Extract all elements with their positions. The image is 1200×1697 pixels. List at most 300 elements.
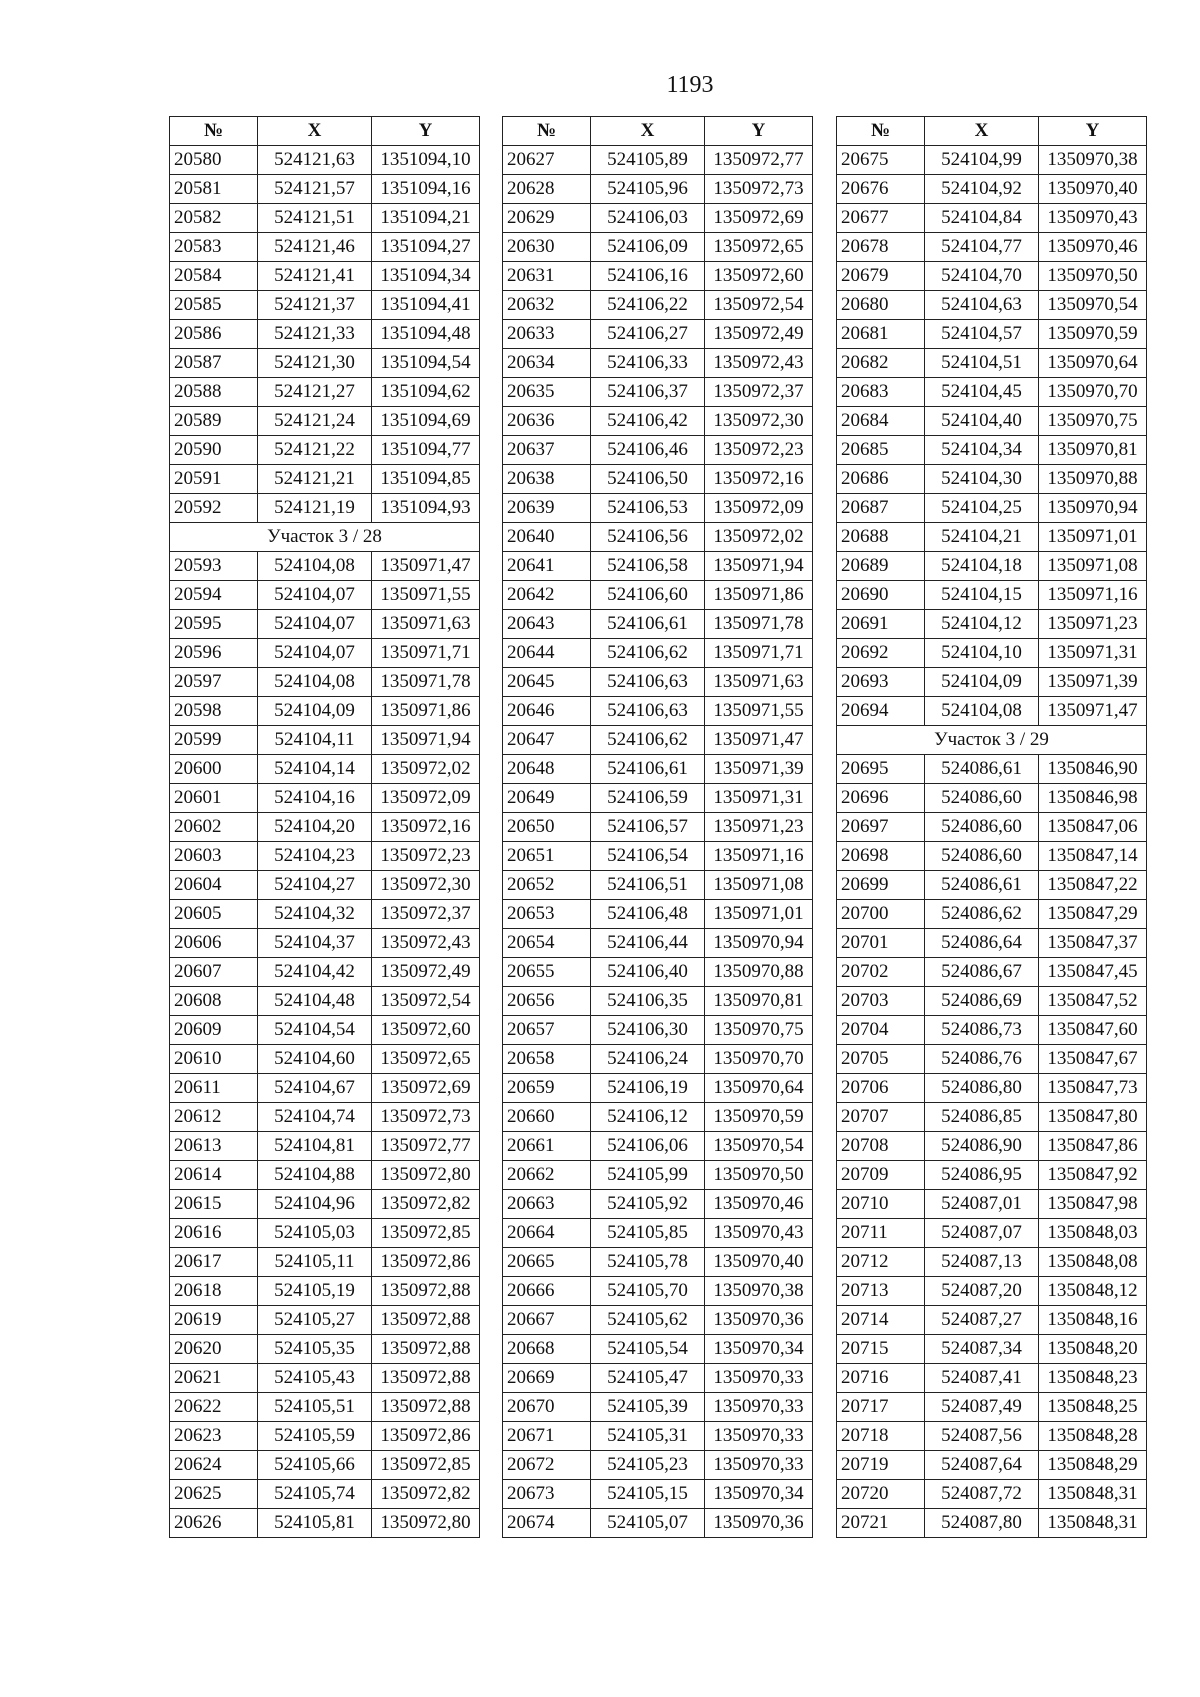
x-coordinate-cell: 524106,46 (591, 436, 705, 465)
point-number-cell: 20677 (837, 204, 925, 233)
table-row (170, 871, 480, 900)
table-row (837, 1016, 1147, 1045)
table-row (170, 929, 480, 958)
point-number-cell: 20609 (170, 1016, 258, 1045)
table-row (837, 1277, 1147, 1306)
table-row (503, 291, 813, 320)
x-coordinate-cell: 524105,62 (591, 1306, 705, 1335)
y-coordinate-cell: 1350970,94 (705, 929, 813, 958)
y-coordinate-cell: 1350971,78 (372, 668, 480, 697)
y-coordinate-cell: 1350971,94 (705, 552, 813, 581)
y-coordinate-cell: 1350972,54 (372, 987, 480, 1016)
y-coordinate-cell: 1351094,27 (372, 233, 480, 262)
point-number-cell: 20623 (170, 1422, 258, 1451)
point-number-cell: 20667 (503, 1306, 591, 1335)
x-coordinate-cell: 524121,21 (258, 465, 372, 494)
x-coordinate-cell: 524104,16 (258, 784, 372, 813)
y-coordinate-cell: 1350972,82 (372, 1480, 480, 1509)
point-number-cell: 20715 (837, 1335, 925, 1364)
x-coordinate-cell: 524104,30 (925, 465, 1039, 494)
x-coordinate-cell: 524106,19 (591, 1074, 705, 1103)
table-row (170, 581, 480, 610)
table-row (837, 610, 1147, 639)
x-coordinate-cell: 524086,60 (925, 784, 1039, 813)
table-row (503, 262, 813, 291)
x-coordinate-cell: 524106,62 (591, 726, 705, 755)
table-row (503, 1509, 813, 1538)
x-coordinate-cell: 524104,57 (925, 320, 1039, 349)
x-coordinate-cell: 524105,96 (591, 175, 705, 204)
y-coordinate-cell: 1350971,55 (705, 697, 813, 726)
point-number-cell: 20634 (503, 349, 591, 378)
point-number-cell: 20643 (503, 610, 591, 639)
y-coordinate-cell: 1350971,71 (372, 639, 480, 668)
point-number-cell: 20588 (170, 378, 258, 407)
point-number-cell: 20711 (837, 1219, 925, 1248)
x-coordinate-cell: 524086,62 (925, 900, 1039, 929)
table-row (837, 697, 1147, 726)
point-number-cell: 20660 (503, 1103, 591, 1132)
y-coordinate-cell: 1351094,69 (372, 407, 480, 436)
table-row (170, 610, 480, 639)
point-number-cell: 20606 (170, 929, 258, 958)
x-coordinate-cell: 524106,63 (591, 697, 705, 726)
table-header-row (503, 117, 813, 146)
y-coordinate-cell: 1350970,64 (705, 1074, 813, 1103)
table-row (170, 900, 480, 929)
x-coordinate-cell: 524105,39 (591, 1393, 705, 1422)
point-number-cell: 20582 (170, 204, 258, 233)
y-coordinate-cell: 1350971,39 (1039, 668, 1147, 697)
table-row (503, 1132, 813, 1161)
x-coordinate-cell: 524106,56 (591, 523, 705, 552)
x-coordinate-cell: 524106,30 (591, 1016, 705, 1045)
table-row (837, 581, 1147, 610)
y-coordinate-cell: 1350970,88 (705, 958, 813, 987)
x-coordinate-cell: 524104,25 (925, 494, 1039, 523)
point-number-cell: 20702 (837, 958, 925, 987)
table-row (170, 1132, 480, 1161)
table-row (170, 436, 480, 465)
point-number-cell: 20631 (503, 262, 591, 291)
table-row (837, 204, 1147, 233)
y-coordinate-cell: 1351094,48 (372, 320, 480, 349)
table-row (837, 958, 1147, 987)
table-row (837, 929, 1147, 958)
point-number-cell: 20706 (837, 1074, 925, 1103)
point-number-cell: 20675 (837, 146, 925, 175)
y-coordinate-cell: 1350972,88 (372, 1306, 480, 1335)
point-number-cell: 20651 (503, 842, 591, 871)
y-coordinate-cell: 1350972,23 (372, 842, 480, 871)
y-coordinate-cell: 1350972,23 (705, 436, 813, 465)
y-coordinate-cell: 1350848,08 (1039, 1248, 1147, 1277)
x-coordinate-cell: 524121,22 (258, 436, 372, 465)
table-row (170, 668, 480, 697)
table-row (837, 1422, 1147, 1451)
point-number-cell: 20685 (837, 436, 925, 465)
x-coordinate-cell: 524105,19 (258, 1277, 372, 1306)
y-coordinate-cell: 1351094,16 (372, 175, 480, 204)
table-row (837, 871, 1147, 900)
x-coordinate-cell: 524086,64 (925, 929, 1039, 958)
point-number-cell: 20607 (170, 958, 258, 987)
header-x: X (258, 117, 372, 146)
x-coordinate-cell: 524086,76 (925, 1045, 1039, 1074)
x-coordinate-cell: 524105,35 (258, 1335, 372, 1364)
x-coordinate-cell: 524104,92 (925, 175, 1039, 204)
table-row (503, 900, 813, 929)
table-row (170, 697, 480, 726)
y-coordinate-cell: 1350848,29 (1039, 1451, 1147, 1480)
table-row (170, 407, 480, 436)
table-row (503, 784, 813, 813)
point-number-cell: 20681 (837, 320, 925, 349)
table-row (170, 378, 480, 407)
y-coordinate-cell: 1350972,80 (372, 1161, 480, 1190)
table-row (837, 494, 1147, 523)
x-coordinate-cell: 524104,08 (258, 552, 372, 581)
y-coordinate-cell: 1350971,23 (705, 813, 813, 842)
table-row (170, 1219, 480, 1248)
y-coordinate-cell: 1350971,86 (705, 581, 813, 610)
y-coordinate-cell: 1350972,37 (705, 378, 813, 407)
x-coordinate-cell: 524104,21 (925, 523, 1039, 552)
table-row (837, 1335, 1147, 1364)
y-coordinate-cell: 1350970,50 (705, 1161, 813, 1190)
table-row (503, 755, 813, 784)
x-coordinate-cell: 524105,78 (591, 1248, 705, 1277)
x-coordinate-cell: 524104,40 (925, 407, 1039, 436)
x-coordinate-cell: 524104,14 (258, 755, 372, 784)
x-coordinate-cell: 524105,89 (591, 146, 705, 175)
y-coordinate-cell: 1350972,16 (372, 813, 480, 842)
y-coordinate-cell: 1350972,85 (372, 1451, 480, 1480)
x-coordinate-cell: 524104,37 (258, 929, 372, 958)
point-number-cell: 20689 (837, 552, 925, 581)
x-coordinate-cell: 524106,42 (591, 407, 705, 436)
y-coordinate-cell: 1350970,46 (1039, 233, 1147, 262)
x-coordinate-cell: 524104,77 (925, 233, 1039, 262)
y-coordinate-cell: 1350971,01 (705, 900, 813, 929)
point-number-cell: 20686 (837, 465, 925, 494)
y-coordinate-cell: 1350971,63 (372, 610, 480, 639)
table-row (837, 1364, 1147, 1393)
x-coordinate-cell: 524105,27 (258, 1306, 372, 1335)
point-number-cell: 20600 (170, 755, 258, 784)
table-row (837, 1509, 1147, 1538)
x-coordinate-cell: 524104,23 (258, 842, 372, 871)
x-coordinate-cell: 524106,03 (591, 204, 705, 233)
point-number-cell: 20617 (170, 1248, 258, 1277)
table-row (170, 494, 480, 523)
point-number-cell: 20601 (170, 784, 258, 813)
table-row (503, 233, 813, 262)
y-coordinate-cell: 1350971,78 (705, 610, 813, 639)
table-row (170, 1393, 480, 1422)
x-coordinate-cell: 524104,07 (258, 581, 372, 610)
x-coordinate-cell: 524105,31 (591, 1422, 705, 1451)
y-coordinate-cell: 1350971,08 (705, 871, 813, 900)
y-coordinate-cell: 1350971,86 (372, 697, 480, 726)
x-coordinate-cell: 524086,60 (925, 842, 1039, 871)
x-coordinate-cell: 524106,48 (591, 900, 705, 929)
point-number-cell: 20633 (503, 320, 591, 349)
x-coordinate-cell: 524121,57 (258, 175, 372, 204)
point-number-cell: 20718 (837, 1422, 925, 1451)
y-coordinate-cell: 1350971,47 (1039, 697, 1147, 726)
table-row (170, 1103, 480, 1132)
point-number-cell: 20680 (837, 291, 925, 320)
table-row (837, 1306, 1147, 1335)
point-number-cell: 20687 (837, 494, 925, 523)
x-coordinate-cell: 524086,73 (925, 1016, 1039, 1045)
table-row (170, 639, 480, 668)
point-number-cell: 20583 (170, 233, 258, 262)
table-row (503, 1103, 813, 1132)
x-coordinate-cell: 524086,95 (925, 1161, 1039, 1190)
header-y: Y (372, 117, 480, 146)
x-coordinate-cell: 524087,07 (925, 1219, 1039, 1248)
y-coordinate-cell: 1350970,81 (1039, 436, 1147, 465)
table-row (837, 262, 1147, 291)
y-coordinate-cell: 1350970,34 (705, 1335, 813, 1364)
point-number-cell: 20647 (503, 726, 591, 755)
table-row (503, 987, 813, 1016)
x-coordinate-cell: 524104,10 (925, 639, 1039, 668)
table-row (837, 1132, 1147, 1161)
y-coordinate-cell: 1350970,36 (705, 1509, 813, 1538)
table-row (170, 204, 480, 233)
point-number-cell: 20599 (170, 726, 258, 755)
table-row (170, 262, 480, 291)
point-number-cell: 20666 (503, 1277, 591, 1306)
point-number-cell: 20665 (503, 1248, 591, 1277)
table-row (503, 436, 813, 465)
table-row (503, 1074, 813, 1103)
point-number-cell: 20656 (503, 987, 591, 1016)
x-coordinate-cell: 524106,22 (591, 291, 705, 320)
point-number-cell: 20621 (170, 1364, 258, 1393)
x-coordinate-cell: 524105,11 (258, 1248, 372, 1277)
x-coordinate-cell: 524104,12 (925, 610, 1039, 639)
point-number-cell: 20620 (170, 1335, 258, 1364)
point-number-cell: 20635 (503, 378, 591, 407)
y-coordinate-cell: 1350972,37 (372, 900, 480, 929)
y-coordinate-cell: 1350972,49 (705, 320, 813, 349)
point-number-cell: 20625 (170, 1480, 258, 1509)
table-row (503, 726, 813, 755)
x-coordinate-cell: 524105,15 (591, 1480, 705, 1509)
table-row (837, 465, 1147, 494)
point-number-cell: 20654 (503, 929, 591, 958)
y-coordinate-cell: 1350970,88 (1039, 465, 1147, 494)
table-row (170, 552, 480, 581)
y-coordinate-cell: 1350972,43 (705, 349, 813, 378)
y-coordinate-cell: 1351094,41 (372, 291, 480, 320)
table-row (170, 1480, 480, 1509)
table-row (837, 668, 1147, 697)
coordinates-table-3 (836, 116, 1147, 1538)
point-number-cell: 20628 (503, 175, 591, 204)
point-number-cell: 20657 (503, 1016, 591, 1045)
y-coordinate-cell: 1350972,65 (372, 1045, 480, 1074)
table-row (837, 552, 1147, 581)
y-coordinate-cell: 1350970,40 (1039, 175, 1147, 204)
x-coordinate-cell: 524106,57 (591, 813, 705, 842)
table-row (503, 1451, 813, 1480)
point-number-cell: 20709 (837, 1161, 925, 1190)
point-number-cell: 20640 (503, 523, 591, 552)
point-number-cell: 20652 (503, 871, 591, 900)
point-number-cell: 20595 (170, 610, 258, 639)
point-number-cell: 20710 (837, 1190, 925, 1219)
table-row (170, 987, 480, 1016)
point-number-cell: 20649 (503, 784, 591, 813)
x-coordinate-cell: 524104,88 (258, 1161, 372, 1190)
table-row (503, 1480, 813, 1509)
x-coordinate-cell: 524106,09 (591, 233, 705, 262)
y-coordinate-cell: 1350970,33 (705, 1364, 813, 1393)
point-number-cell: 20703 (837, 987, 925, 1016)
x-coordinate-cell: 524106,06 (591, 1132, 705, 1161)
point-number-cell: 20615 (170, 1190, 258, 1219)
y-coordinate-cell: 1351094,77 (372, 436, 480, 465)
y-coordinate-cell: 1350970,33 (705, 1451, 813, 1480)
table-row (503, 1161, 813, 1190)
y-coordinate-cell: 1350848,23 (1039, 1364, 1147, 1393)
table-row (837, 1074, 1147, 1103)
table-header-row (170, 117, 480, 146)
x-coordinate-cell: 524106,35 (591, 987, 705, 1016)
header-y: Y (1039, 117, 1147, 146)
point-number-cell: 20705 (837, 1045, 925, 1074)
x-coordinate-cell: 524104,84 (925, 204, 1039, 233)
point-number-cell: 20586 (170, 320, 258, 349)
point-number-cell: 20605 (170, 900, 258, 929)
point-number-cell: 20644 (503, 639, 591, 668)
y-coordinate-cell: 1350970,40 (705, 1248, 813, 1277)
point-number-cell: 20613 (170, 1132, 258, 1161)
y-coordinate-cell: 1350972,30 (372, 871, 480, 900)
table-row (503, 1364, 813, 1393)
x-coordinate-cell: 524106,61 (591, 610, 705, 639)
point-number-cell: 20717 (837, 1393, 925, 1422)
x-coordinate-cell: 524106,62 (591, 639, 705, 668)
y-coordinate-cell: 1350972,86 (372, 1422, 480, 1451)
x-coordinate-cell: 524121,24 (258, 407, 372, 436)
y-coordinate-cell: 1350972,69 (372, 1074, 480, 1103)
table-row (837, 523, 1147, 552)
y-coordinate-cell: 1350972,77 (705, 146, 813, 175)
y-coordinate-cell: 1350970,36 (705, 1306, 813, 1335)
table-row (503, 842, 813, 871)
y-coordinate-cell: 1350972,73 (705, 175, 813, 204)
section-label: Участок 3 / 28 (170, 523, 480, 552)
table-row (503, 697, 813, 726)
x-coordinate-cell: 524087,49 (925, 1393, 1039, 1422)
x-coordinate-cell: 524105,81 (258, 1509, 372, 1538)
point-number-cell: 20712 (837, 1248, 925, 1277)
x-coordinate-cell: 524104,09 (258, 697, 372, 726)
point-number-cell: 20650 (503, 813, 591, 842)
point-number-cell: 20708 (837, 1132, 925, 1161)
table-row (837, 1480, 1147, 1509)
x-coordinate-cell: 524106,53 (591, 494, 705, 523)
point-number-cell: 20585 (170, 291, 258, 320)
coordinates-table-2 (502, 116, 813, 1538)
point-number-cell: 20704 (837, 1016, 925, 1045)
table-row (503, 465, 813, 494)
point-number-cell: 20611 (170, 1074, 258, 1103)
y-coordinate-cell: 1350970,33 (705, 1393, 813, 1422)
point-number-cell: 20679 (837, 262, 925, 291)
y-coordinate-cell: 1351094,21 (372, 204, 480, 233)
x-coordinate-cell: 524106,24 (591, 1045, 705, 1074)
x-coordinate-cell: 524087,13 (925, 1248, 1039, 1277)
table-row (503, 552, 813, 581)
x-coordinate-cell: 524121,41 (258, 262, 372, 291)
point-number-cell: 20598 (170, 697, 258, 726)
point-number-cell: 20719 (837, 1451, 925, 1480)
y-coordinate-cell: 1351094,54 (372, 349, 480, 378)
table-row (170, 1045, 480, 1074)
table-row (837, 1393, 1147, 1422)
x-coordinate-cell: 524087,20 (925, 1277, 1039, 1306)
page-number: 1193 (666, 72, 714, 98)
point-number-cell: 20658 (503, 1045, 591, 1074)
point-number-cell: 20589 (170, 407, 258, 436)
x-coordinate-cell: 524106,63 (591, 668, 705, 697)
table-row (837, 842, 1147, 871)
point-number-cell: 20638 (503, 465, 591, 494)
table-row (503, 407, 813, 436)
point-number-cell: 20713 (837, 1277, 925, 1306)
x-coordinate-cell: 524087,72 (925, 1480, 1039, 1509)
point-number-cell: 20632 (503, 291, 591, 320)
y-coordinate-cell: 1350971,08 (1039, 552, 1147, 581)
y-coordinate-cell: 1350972,60 (372, 1016, 480, 1045)
point-number-cell: 20664 (503, 1219, 591, 1248)
x-coordinate-cell: 524104,81 (258, 1132, 372, 1161)
table-row (503, 349, 813, 378)
x-coordinate-cell: 524086,90 (925, 1132, 1039, 1161)
table-row (170, 146, 480, 175)
x-coordinate-cell: 524086,80 (925, 1074, 1039, 1103)
y-coordinate-cell: 1350971,71 (705, 639, 813, 668)
table-row (170, 958, 480, 987)
x-coordinate-cell: 524086,85 (925, 1103, 1039, 1132)
point-number-cell: 20697 (837, 813, 925, 842)
table-row (170, 175, 480, 204)
y-coordinate-cell: 1350970,34 (705, 1480, 813, 1509)
point-number-cell: 20619 (170, 1306, 258, 1335)
table-row (170, 1335, 480, 1364)
y-coordinate-cell: 1350972,54 (705, 291, 813, 320)
table-row (170, 842, 480, 871)
table-row (837, 175, 1147, 204)
x-coordinate-cell: 524106,37 (591, 378, 705, 407)
x-coordinate-cell: 524104,18 (925, 552, 1039, 581)
y-coordinate-cell: 1350970,38 (1039, 146, 1147, 175)
table-row (170, 1422, 480, 1451)
table-row (837, 349, 1147, 378)
point-number-cell: 20663 (503, 1190, 591, 1219)
table-row (503, 1248, 813, 1277)
header-x: X (925, 117, 1039, 146)
table-row (503, 204, 813, 233)
y-coordinate-cell: 1350972,43 (372, 929, 480, 958)
